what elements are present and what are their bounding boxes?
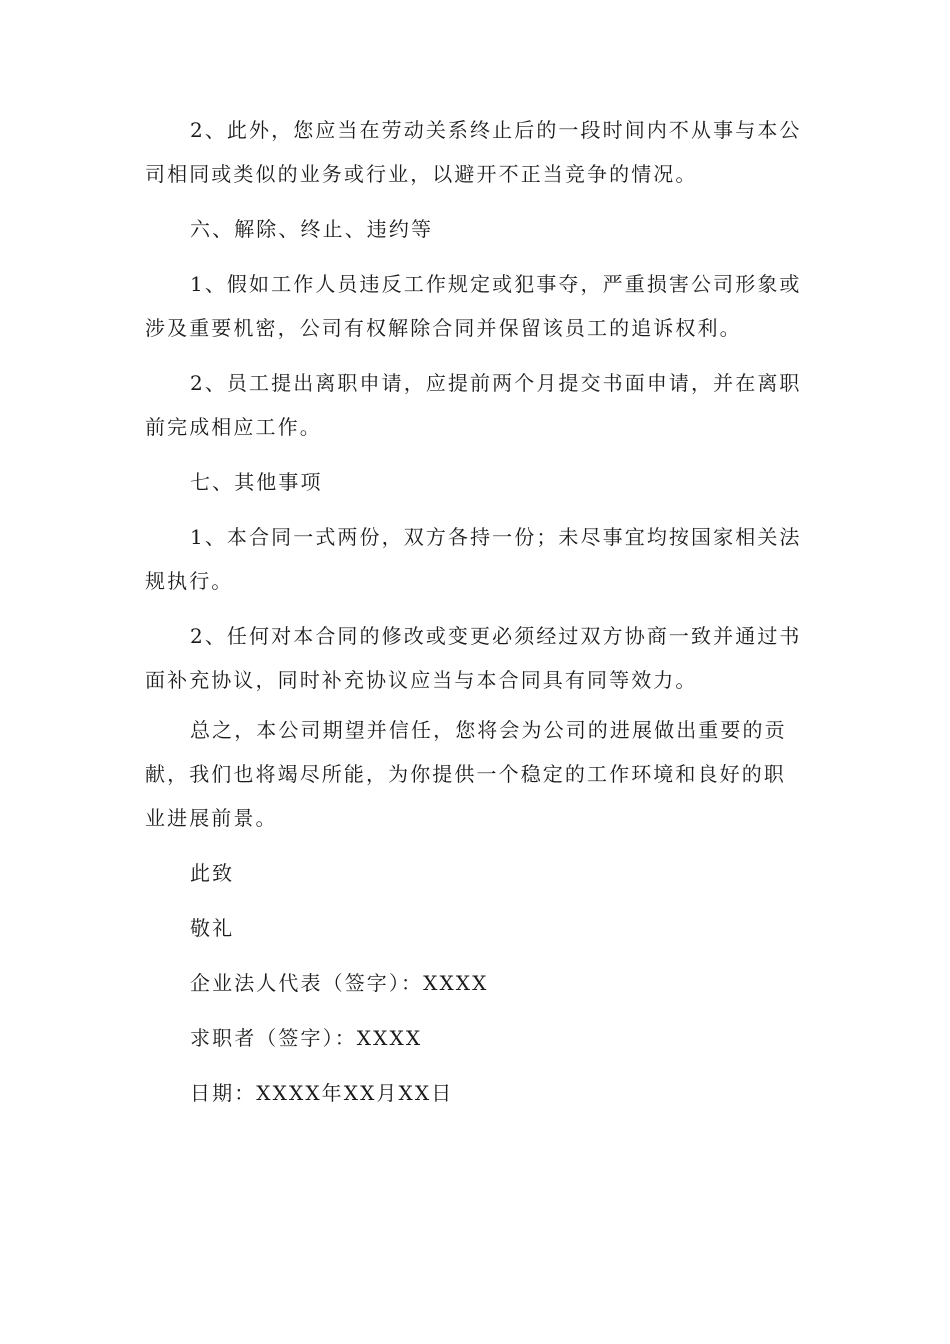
clause-resignation: 2、员工提出离职申请，应提前两个月提交书面申请，并在离职前完成相应工作。 <box>145 371 802 439</box>
clause-dismissal: 1、假如工作人员违反工作规定或犯事夺，严重损害公司形象或涉及重要机密，公司有权解除合同并保留该员工的追诉权利。 <box>145 272 802 340</box>
signature-date: 日期：XXXX年XX月XX日 <box>190 1081 454 1105</box>
signature-applicant: 求职者（签字）：XXXX <box>190 1026 423 1050</box>
section-heading-other: 七、其他事项 <box>190 470 323 494</box>
clause-copies: 1、本合同一式两份，双方各持一份；未尽事宜均按国家相关法规执行。 <box>145 525 802 593</box>
clause-non-compete: 2、此外，您应当在劳动关系终止后的一段时间内不从事与本公司相同或类似的业务或行业，以避开不正当竞争的情况。 <box>145 118 802 186</box>
clause-amendments: 2、任何对本合同的修改或变更必须经过双方协商一致并通过书面补充协议，同时补充协议应当与本合同具有同等效力。 <box>145 624 802 692</box>
section-heading-termination: 六、解除、终止、违约等 <box>190 217 434 241</box>
salutation-line-1: 此致 <box>190 861 235 885</box>
document-body <box>145 108 807 1115</box>
salutation-line-2: 敬礼 <box>190 916 235 940</box>
closing-paragraph: 总之，本公司期望并信任，您将会为公司的进展做出重要的贡献，我们也将竭尽所能，为你提供一个稳定的工作环境和良好的职业进展前景。 <box>145 718 787 830</box>
signature-employer: 企业法人代表（签字）：XXXX <box>190 971 489 995</box>
